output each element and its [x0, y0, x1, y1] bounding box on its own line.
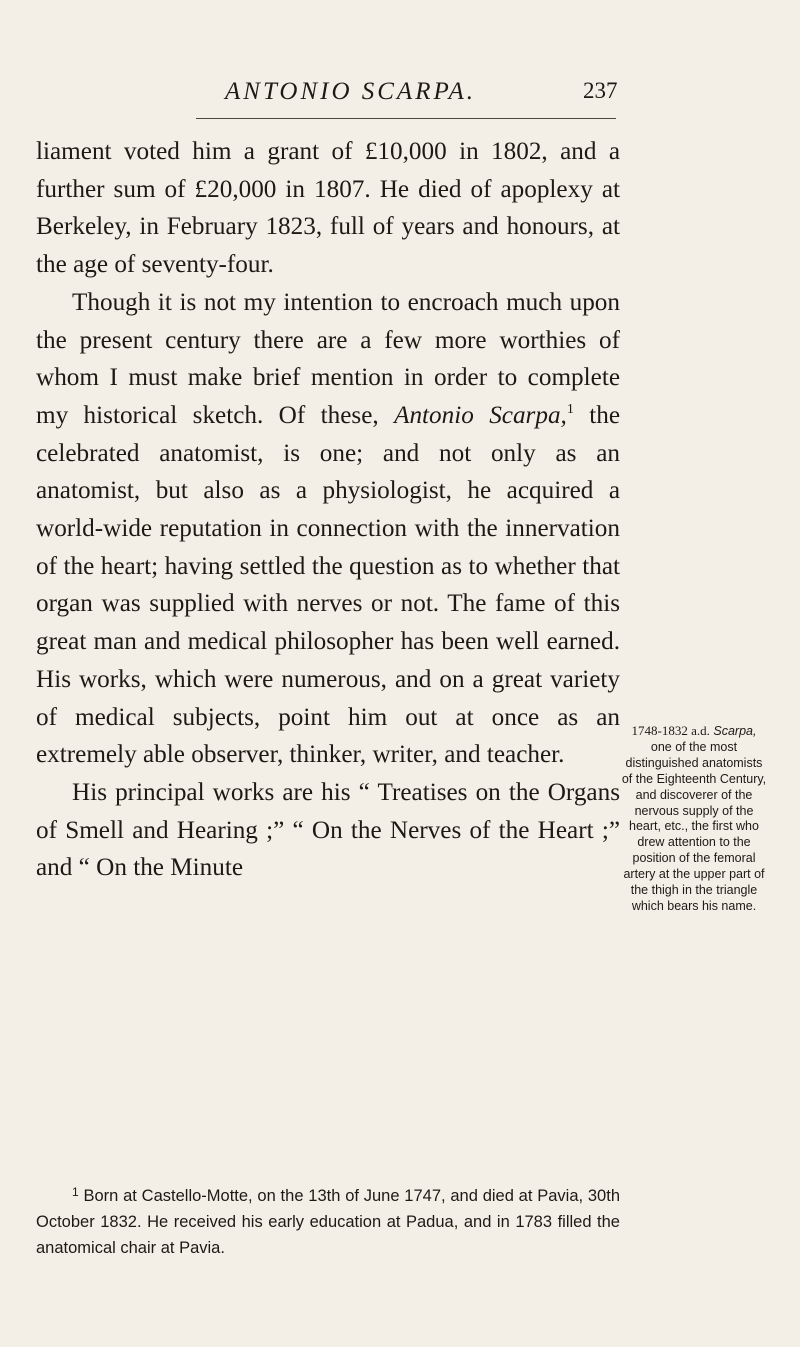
footnote-reference: 1	[566, 401, 574, 417]
page-header	[0, 78, 800, 118]
footnotes	[36, 1180, 620, 1261]
header-rule	[196, 118, 616, 119]
margin-note	[620, 723, 768, 915]
paragraph-2-intro: Though it is not my intention to encroach much upon the present century there are a few more worthies of whom I must make brief mention in order to complete my historical sketch. Of these,	[36, 288, 620, 429]
paragraph-2	[36, 284, 620, 774]
running-title: ANTONIO SCARPA.	[225, 78, 477, 105]
footnote-1	[36, 1180, 620, 1261]
main-text	[36, 133, 620, 887]
margin-note-name: Scarpa,	[713, 724, 757, 738]
page-number: 237	[583, 78, 618, 103]
paragraph-3: His principal works are his “ Treatises on the Organs of Smell and Hearing ;” “ On the Nerves of the Heart ;” and “ On the Minute	[36, 778, 620, 882]
footnote-text: Born at Castello-Motte, on the 13th of June 1747, and died at Pavia, 30th October 1832. He received his early education at Padua, and in 1783 filled the anatomical chair at Pavia.	[36, 1187, 620, 1257]
paragraph-2-body: the celebrated anatomist, is one; and not only as an anatomist, but also as a physiologist, he acquired a world-wide reputation in connection with the innervation of the heart; having settled the question as to whether that organ was supplied with nerves or not. The fame of this great man and medical philosopher has been well earned. His works, which were numerous, and on a great variety of medical subjects, point him out at once as an extremely able observer, thinker, writer, and teacher.	[36, 401, 621, 769]
scarpa-name: Antonio Scarpa,	[394, 401, 567, 429]
paragraph-1: liament voted him a grant of £10,000 in 1802, and a further sum of £20,000 in 1807. He died of apoplexy at Berkeley, in February 1823, full of years and honours, at the age of seventy-four.	[36, 138, 620, 279]
margin-note-text: one of the most distinguished anatomists of the Eighteenth Century, and discoverer of the nervous supply of the heart, etc., the first who drew attention to the position of the femoral artery at the upper part of the thigh in the triangle which bears his name.	[621, 739, 767, 913]
margin-note-date: 1748-1832 a.d.	[631, 723, 710, 738]
footnote-mark: 1	[72, 1185, 79, 1199]
